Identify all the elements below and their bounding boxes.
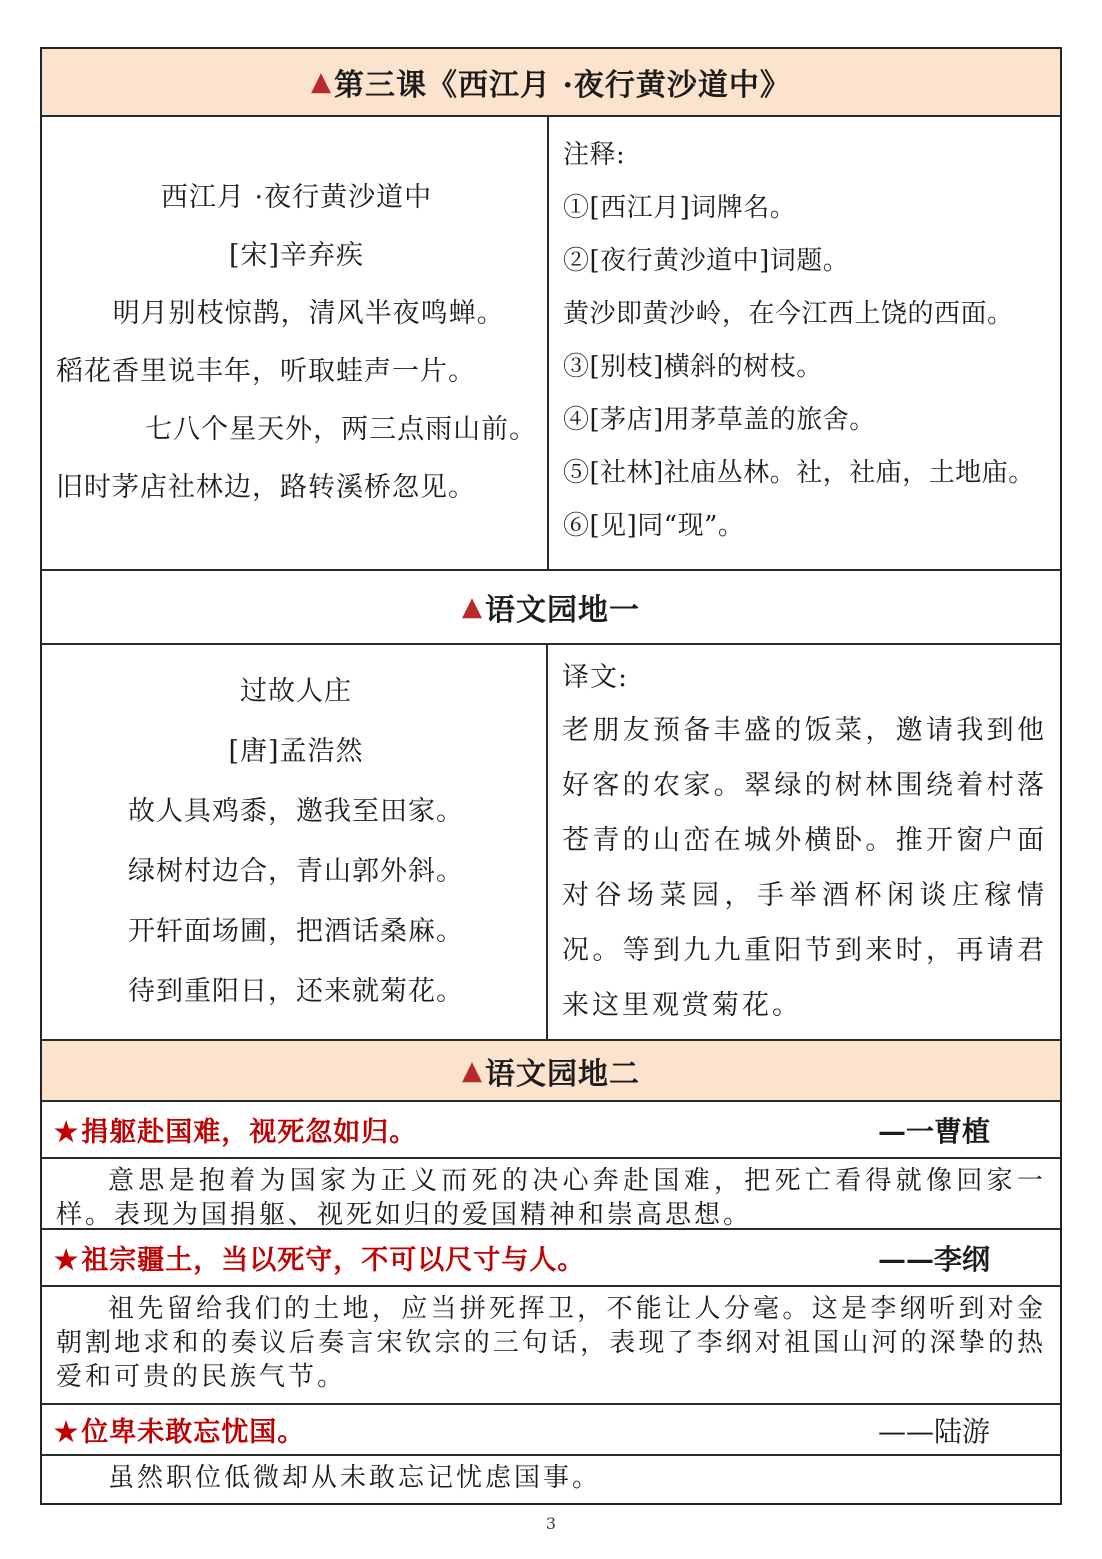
poem-translation [548,645,1060,1039]
poem-title: 过故人庄 [240,676,352,707]
poem-title: 西江月 ·夜行黄沙道中 [160,182,433,213]
poem-line: 开轩面场圃，把酒话桑麻。 [128,916,464,947]
annotation-item: 黄沙即黄沙岭，在今江西上饶的西面。 [563,299,1014,329]
star-icon: ★ [54,1117,80,1148]
triangle-icon: ▲ [462,1055,483,1086]
poem-line: 绿树村边合，青山郭外斜。 [128,856,464,887]
translation-label: 译文: [562,662,629,693]
quote-luyou: 位卑未敢忘忧国。 [81,1417,306,1448]
garden1-content-row [42,643,1060,1039]
poem-line: 明月别枝惊鹊，清风半夜鸣蝉。 [112,298,505,329]
quote-caozhi: 捐躯赴国难，视死忽如归。 [81,1117,418,1148]
annotation-item: ②[夜行黄沙道中]词题。 [563,246,850,276]
star-icon: ★ [54,1245,80,1276]
translation-text: 老朋友预备丰盛的饭菜，邀请我到他好客的农家。翠绿的树林围绕着村落苍青的山峦在城外横卧。推开窗户面对谷场菜园，手举酒杯闲谈庄稼情况。等到九九重阳节到来时，再请君来这里观赏菊花。 [562,715,1047,1021]
poem-annotations [549,117,1060,569]
annotation-item: ⑤[社林]社庙丛林。社，社庙，土地庙。 [563,458,1035,488]
annotation-item: ④[茅店]用茅草盖的旅舍。 [563,405,876,435]
poem-line: 旧时茅店社林边，路转溪桥忽见。 [56,472,476,503]
poem-line: 故人具鸡黍，邀我至田家。 [128,796,464,827]
annotation-item: ⑥[见]同“现”。 [563,511,745,541]
annotations-label: 注释: [563,140,626,170]
star-icon: ★ [54,1417,80,1448]
quote-text [54,1110,417,1149]
explanation-text: 虽然职位低微却从未敢忘记忧虑国事。 [108,1463,602,1493]
triangle-icon: ▲ [462,592,483,622]
section-header-garden1 [42,569,1060,643]
section-header-garden2 [42,1039,1060,1100]
quote-row-luyou [42,1403,1060,1454]
section-header-lesson3 [42,49,1060,115]
poem-author: [宋]辛弃疾 [228,240,365,271]
explanation-text: 祖先留给我们的土地，应当拼死挥卫，不能让人分毫。这是李纲听到对金朝割地求和的奏议后奏言宋钦宗的三句话，表现了李纲对祖国山河的深挚的热 爱和可贵的民族气节。 [56,1294,1046,1392]
quote-ligang: 祖宗疆土，当以死守，不可以尺寸与人。 [81,1245,586,1276]
lesson3-content-row [42,115,1060,569]
poem-line: 七八个星天外，两三点雨山前。 [145,414,538,445]
quote-text [54,1410,305,1449]
page-number: 3 [545,1514,557,1533]
poem-author: [唐]孟浩然 [228,736,364,767]
poem-xijiangyue [42,117,549,569]
explanation-text: 意思是抱着为国家为正义而死的决心奔赴国难，把死亡看得就像回家一样。表现为国捐躯、视死如归的爱国精神和崇高思想。 [56,1166,1046,1230]
explanation-row [42,1454,1060,1503]
quote-text [54,1238,585,1277]
section-title-garden1: 语文园地一 [485,593,640,628]
triangle-icon: ▲ [311,67,333,97]
quote-attribution: ——李纲 [877,1242,990,1276]
quote-attribution: —一曹植 [877,1114,990,1148]
poem-line: 稻花香里说丰年，听取蛙声一片。 [56,356,476,387]
poem-line: 待到重阳日，还来就菊花。 [128,976,464,1007]
quote-row-ligang [42,1228,1060,1285]
explanation-row [42,1157,1060,1228]
study-notes-table [40,47,1062,1505]
explanation-row [42,1285,1060,1403]
poem-guogurenzhuang [42,645,548,1039]
quote-row-caozhi [42,1100,1060,1157]
annotation-item: ①[西江月]词牌名。 [563,193,797,223]
quote-attribution: ——陆游 [877,1414,990,1448]
annotation-item: ③[别枝]横斜的树枝。 [563,352,823,382]
section-title-garden2: 语文园地二 [485,1056,640,1092]
section-title-lesson3: 第三课《西江月 ·夜行黄沙道中》 [334,68,791,103]
